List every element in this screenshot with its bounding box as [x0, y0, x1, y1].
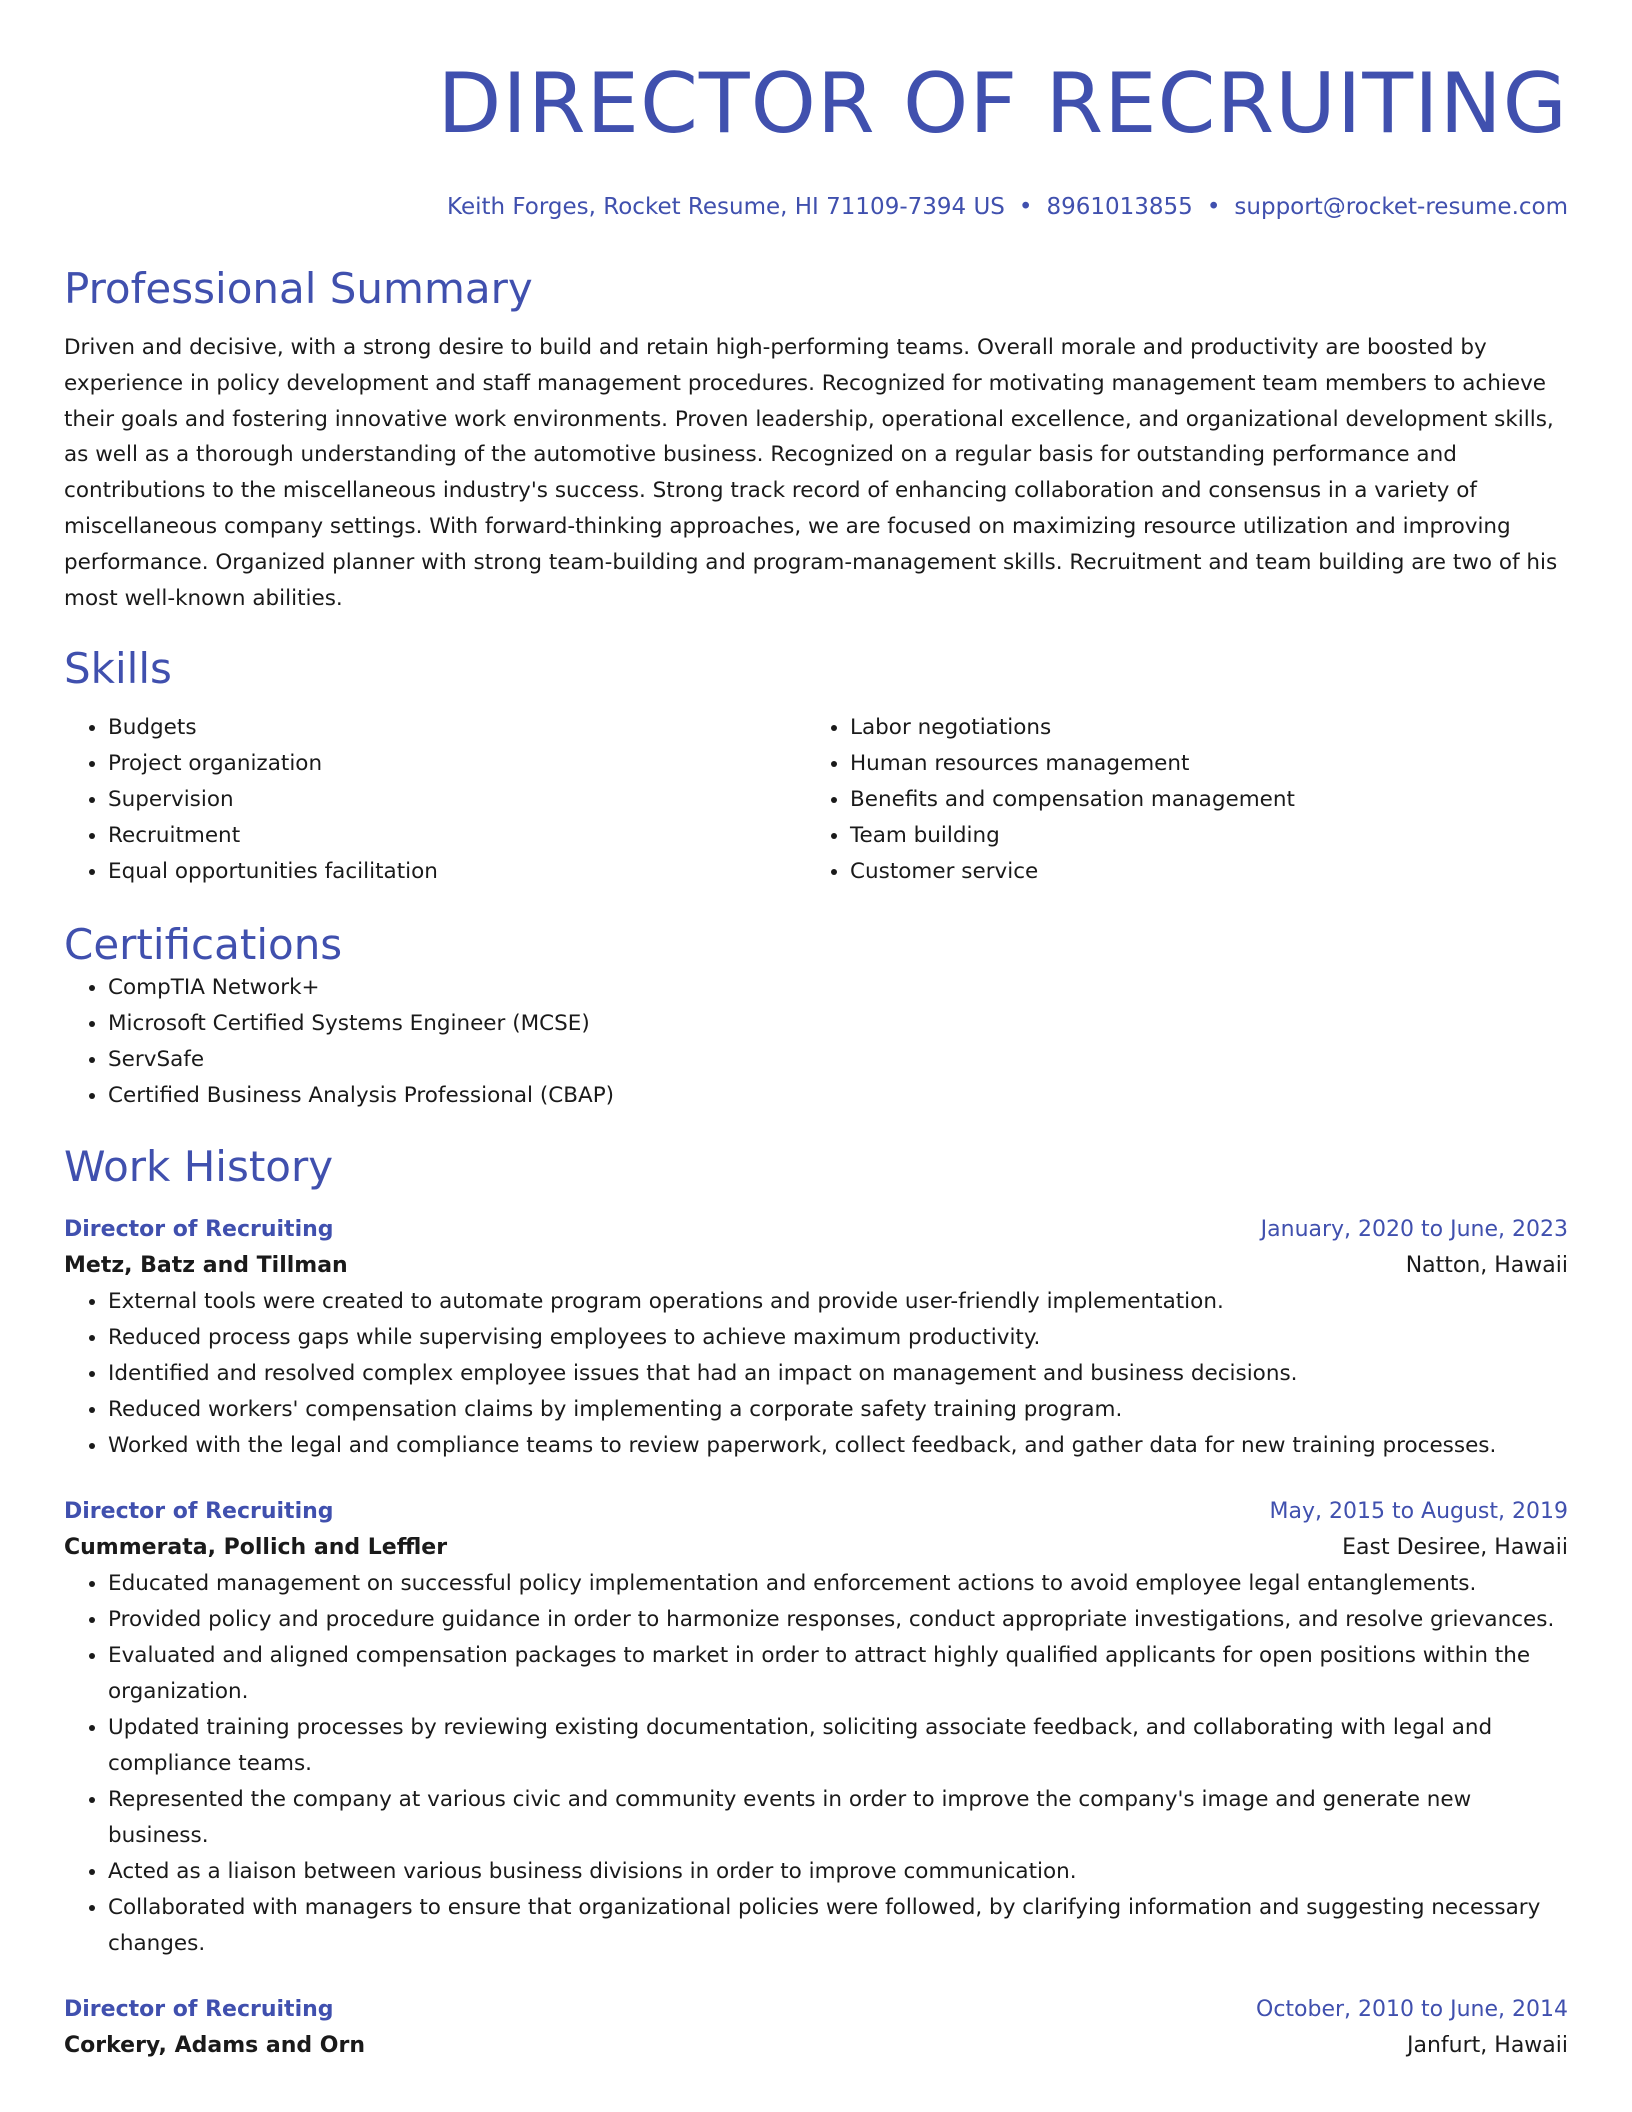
job-company: Cummerata, Pollich and Leffler	[64, 1535, 448, 1561]
job-duty: • Worked with the legal and compliance teams to review paperwork, collect feedback, and gather data for new training processes.	[108, 1428, 1568, 1464]
job-entry	[64, 1494, 1568, 1962]
skill-item: • Customer service	[850, 854, 1548, 890]
job-dates: October, 2010 to June, 2014	[1256, 1997, 1568, 2023]
job-header	[64, 1494, 1568, 1530]
work-history-heading: Work History	[64, 1142, 334, 1192]
job-duty: • Educated management on successful policy implementation and enforcement actions to avoid employee legal entanglements.	[108, 1566, 1568, 1602]
contact-phone[interactable]: 8961013855	[1046, 194, 1193, 220]
job-duty: • Represented the company at various civic and community events in order to improve the company's image and generate new business.	[108, 1782, 1568, 1854]
skills-column-left	[64, 710, 806, 890]
job-duty: • Reduced workers' compensation claims by implementing a corporate safety training program.	[108, 1392, 1568, 1428]
skill-item: • Recruitment	[108, 818, 806, 854]
contact-separator: •	[1018, 194, 1033, 220]
certification-item: • Microsoft Certified Systems Engineer (MCSE)	[108, 1006, 1568, 1042]
contact-separator: •	[1206, 194, 1221, 220]
job-dates: May, 2015 to August, 2019	[1269, 1499, 1568, 1525]
certification-item: • Certified Business Analysis Professional (CBAP)	[108, 1078, 1568, 1114]
contact-line	[64, 192, 1568, 222]
job-company: Metz, Batz and Tillman	[64, 1253, 348, 1279]
contact-address: Keith Forges, Rocket Resume, HI 71109-7394 US	[447, 194, 1005, 220]
job-title: Director of Recruiting	[64, 1499, 334, 1525]
resume-title: DIRECTOR OF RECRUITING	[437, 55, 1568, 152]
job-duty: • Provided policy and procedure guidance in order to harmonize responses, conduct appropriate investigations, and resolve grievances.	[108, 1602, 1568, 1638]
job-header	[64, 1992, 1568, 2028]
skill-item: • Benefits and compensation management	[850, 782, 1548, 818]
job-title: Director of Recruiting	[64, 1217, 334, 1243]
certification-item: • CompTIA Network+	[108, 970, 1568, 1006]
skill-item: • Labor negotiations	[850, 710, 1548, 746]
skill-item: • Supervision	[108, 782, 806, 818]
skill-item: • Equal opportunities facilitation	[108, 854, 806, 890]
job-duty: • Acted as a liaison between various business divisions in order to improve communication.	[108, 1854, 1568, 1890]
job-title: Director of Recruiting	[64, 1997, 334, 2023]
job-duty: • Collaborated with managers to ensure that organizational policies were followed, by clarifying information and suggesting necessary changes.	[108, 1890, 1568, 1962]
certifications-list	[64, 970, 1568, 1114]
job-duties-list	[64, 1284, 1568, 1464]
job-location: Natton, Hawaii	[1405, 1253, 1568, 1279]
summary-text: Driven and decisive, with a strong desire to build and retain high-performing teams. Overall morale and productivity are boosted by experience in policy development and staff management procedures. Recognized for motivating management team members to achieve their goals and fostering innovative work environments. Proven leadership, operational excellence, and organizational development skills, as well as a thorough understanding of the automotive business. Recognized on a regular basis for outstanding performance and contributions to the miscellaneous industry's success. Strong track record of enhancing collaboration and consensus in a variety of miscellaneous company settings. With forward-thinking approaches, we are focused on maximizing resource utilization and improving performance. Organized planner with strong team-building and program-management skills. Recruitment and team building are two of his most well-known abilities.	[64, 335, 1558, 611]
job-location: Janfurt, Hawaii	[1407, 2033, 1568, 2059]
job-subheader	[64, 1530, 1568, 1566]
skills-list-left	[64, 710, 806, 890]
skill-item: • Human resources management	[850, 746, 1548, 782]
skills-column-right	[806, 710, 1548, 890]
job-duties-list	[64, 1566, 1568, 1962]
skills-columns	[64, 710, 1568, 890]
job-subheader	[64, 2028, 1568, 2064]
job-duty: • Identified and resolved complex employee issues that had an impact on management and business decisions.	[108, 1356, 1568, 1392]
job-duty: • External tools were created to automate program operations and provide user-friendly implementation.	[108, 1284, 1568, 1320]
skill-item: • Project organization	[108, 746, 806, 782]
job-header	[64, 1212, 1568, 1248]
job-duty: • Evaluated and aligned compensation packages to market in order to attract highly qualified applicants for open positions within the organization.	[108, 1638, 1568, 1710]
job-subheader	[64, 1248, 1568, 1284]
certifications-heading: Certifications	[64, 920, 343, 970]
job-company: Corkery, Adams and Orn	[64, 2033, 365, 2059]
skills-heading: Skills	[64, 644, 172, 694]
summary-heading: Professional Summary	[64, 264, 533, 313]
certification-item: • ServSafe	[108, 1042, 1568, 1078]
job-duty: • Updated training processes by reviewing existing documentation, soliciting associate feedback, and collaborating with legal and compliance teams.	[108, 1710, 1568, 1782]
contact-email[interactable]: support@rocket-resume.com	[1234, 194, 1568, 220]
skill-item: • Budgets	[108, 710, 806, 746]
job-dates: January, 2020 to June, 2023	[1260, 1217, 1568, 1243]
job-entry	[64, 1212, 1568, 1464]
job-location: East Desiree, Hawaii	[1342, 1535, 1568, 1561]
skills-list-right	[806, 710, 1548, 890]
skill-item: • Team building	[850, 818, 1548, 854]
job-duty: • Reduced process gaps while supervising employees to achieve maximum productivity.	[108, 1320, 1568, 1356]
job-entry	[64, 1992, 1568, 2064]
